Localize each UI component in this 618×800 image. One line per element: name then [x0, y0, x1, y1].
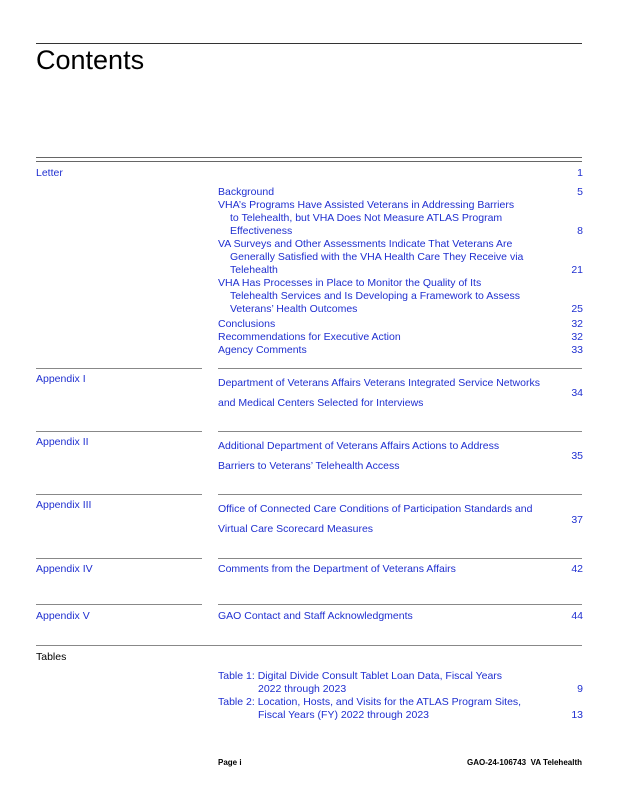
appendix-rule: [36, 558, 202, 559]
appendix-rule: [36, 494, 202, 495]
entry-line: and Medical Centers Selected for Interviews: [218, 397, 424, 409]
toc-page-agency-comments[interactable]: 33: [571, 344, 583, 356]
footer-page-number: Page i: [218, 758, 242, 767]
entry-line: Office of Connected Care Conditions of Participation Standards and: [218, 503, 533, 515]
appendix-rule: [36, 368, 202, 369]
entry-line: Department of Veterans Affairs Veterans Integrated Service Networks: [218, 377, 540, 389]
entry-line: Generally Satisfied with the VHA Health Care They Receive via: [230, 251, 524, 263]
entry-line: Table 1: Digital Divide Consult Tablet Loan Data, Fiscal Years: [218, 670, 503, 682]
toc-page-recommendations[interactable]: 32: [571, 331, 583, 343]
appendix-2-page[interactable]: 35: [571, 450, 583, 462]
entry-line: Table 2: Location, Hosts, and Visits for the ATLAS Program Sites,: [218, 696, 522, 708]
appendix-rule: [218, 558, 582, 559]
entry-line: Recommendations for Executive Action: [218, 331, 401, 343]
toc-page-conclusions[interactable]: 32: [571, 318, 583, 330]
appendix-5-label[interactable]: Appendix V: [36, 610, 90, 622]
entry-line: Telehealth: [230, 264, 278, 276]
appendix-3-entry[interactable]: [218, 499, 532, 539]
entry-line: Additional Department of Veterans Affairs Actions to Address: [218, 440, 500, 452]
entry-line: Conclusions: [218, 318, 276, 330]
page-title: Contents: [36, 45, 145, 75]
appendix-rule: [36, 431, 202, 432]
entry-line: to Telehealth, but VHA Does Not Measure ATLAS Program: [230, 212, 503, 224]
letter-label[interactable]: Letter: [36, 167, 63, 179]
toc-page-table-1[interactable]: 9: [577, 683, 583, 695]
entry-line: 2022 through 2023: [258, 683, 347, 695]
toc-entry-conclusions[interactable]: [218, 318, 275, 331]
toc-entry-agency-comments[interactable]: [218, 344, 307, 357]
appendix-3-label[interactable]: Appendix III: [36, 499, 92, 511]
toc-entry-quality[interactable]: [218, 277, 520, 316]
entry-line: Veterans’ Health Outcomes: [230, 303, 358, 315]
appendix-rule: [218, 368, 582, 369]
toc-entry-recommendations[interactable]: [218, 331, 401, 344]
section-double-rule-top: [36, 157, 582, 158]
appendix-2-entry[interactable]: [218, 436, 499, 476]
appendix-1-entry[interactable]: [218, 373, 540, 413]
entry-line: VA Surveys and Other Assessments Indicate That Veterans Are: [218, 238, 513, 250]
appendix-2-label[interactable]: Appendix II: [36, 436, 89, 448]
toc-page-background[interactable]: 5: [577, 186, 583, 198]
footer-report-id: GAO-24-106743 VA Telehealth: [466, 758, 582, 767]
toc-entry-table-2[interactable]: [218, 696, 521, 722]
entry-line: Virtual Care Scorecard Measures: [218, 523, 374, 535]
entry-line: Fiscal Years (FY) 2022 through 2023: [258, 709, 430, 721]
appendix-5-entry[interactable]: [218, 610, 413, 623]
appendix-rule: [36, 604, 202, 605]
toc-entry-background[interactable]: [218, 186, 274, 199]
letter-page-number[interactable]: 1: [577, 167, 583, 179]
appendix-1-page[interactable]: 34: [571, 387, 583, 399]
appendix-rule: [218, 604, 582, 605]
toc-page-quality[interactable]: 25: [571, 303, 583, 315]
entry-line: Comments from the Department of Veterans Affairs: [218, 563, 456, 575]
entry-line: Effectiveness: [230, 225, 293, 237]
appendix-5-page[interactable]: 44: [571, 610, 583, 622]
toc-entry-table-1[interactable]: [218, 670, 502, 696]
toc-page-programs[interactable]: 8: [577, 225, 583, 237]
entry-line: Telehealth Services and Is Developing a Framework to Assess: [230, 290, 521, 302]
tables-label: Tables: [36, 651, 67, 663]
entry-line: Background: [218, 186, 275, 198]
appendix-1-label[interactable]: Appendix I: [36, 373, 86, 385]
appendix-rule: [218, 494, 582, 495]
appendix-4-entry[interactable]: [218, 563, 456, 576]
toc-page-table-2[interactable]: 13: [571, 709, 583, 721]
toc-entry-programs[interactable]: [218, 199, 514, 238]
entry-line: VHA’s Programs Have Assisted Veterans in Addressing Barriers: [218, 199, 515, 211]
entry-line: GAO Contact and Staff Acknowledgments: [218, 610, 413, 622]
section-double-rule-bottom: [36, 161, 582, 162]
entry-line: Barriers to Veterans’ Telehealth Access: [218, 460, 400, 472]
appendix-4-page[interactable]: 42: [571, 563, 583, 575]
appendix-4-label[interactable]: Appendix IV: [36, 563, 93, 575]
toc-page-surveys[interactable]: 21: [571, 264, 583, 276]
appendix-rule: [218, 431, 582, 432]
entry-line: VHA Has Processes in Place to Monitor the Quality of Its: [218, 277, 482, 289]
appendix-3-page[interactable]: 37: [571, 514, 583, 526]
toc-entry-surveys[interactable]: [218, 238, 523, 277]
entry-line: Agency Comments: [218, 344, 307, 356]
tables-rule: [36, 645, 582, 646]
